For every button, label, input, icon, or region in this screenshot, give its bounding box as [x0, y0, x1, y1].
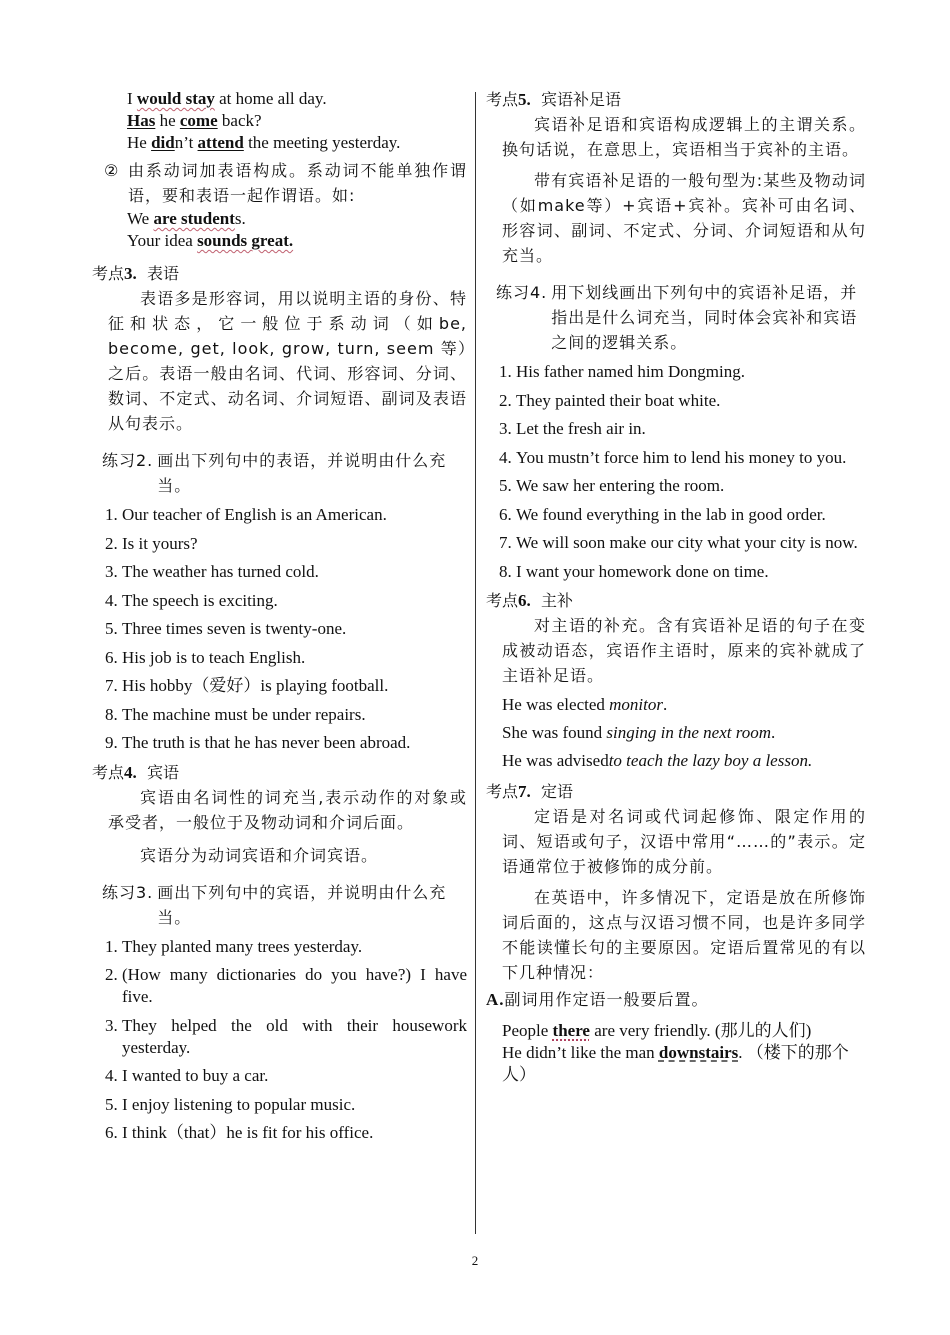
list-item: 6. I think（that）he is fit for his office. [122, 1122, 467, 1144]
kaodian-4-text-2: 宾语分为动词宾语和介词宾语。 [140, 845, 379, 865]
right-column [486, 88, 866, 1086]
list-item: 5. I enjoy listening to popular music. [122, 1094, 467, 1116]
kaodian-4-text: 宾语由名词性的词充当,表示动作的对象或承受者，一般位于及物动词和介词后面。 [108, 787, 467, 832]
heading-kaodian-4: 考点4. 宾语 [92, 762, 179, 782]
example-line: He was elected monitor. [502, 695, 668, 714]
kaodian-3-text: 表语多是形容词，用以说明主语的身份、特征和状态，它一般位于系动词（如be, become, get, look, grow, turn, seem 等）之后。表语一般由名词、代词、形容词、分词、数词、不定式、动名词、介词短语、副词及表语从句表示。 [108, 289, 467, 433]
list-item: 4. The speech is exciting. [122, 590, 467, 612]
page-number: 2 [471, 1253, 479, 1268]
kaodian-7-text-2: 在英语中，许多情况下，定语是放在所修饰词后面的，这点与汉语习惯不同，也是许多同学不能读懂长句的主要原因。定语后置常见的有以下几种情况： [502, 888, 866, 982]
list-item: 3. Let the fresh air in. [516, 418, 866, 440]
example-line: We are students. [127, 209, 246, 228]
point-2 [92, 158, 467, 208]
kaodian-6-text: 对主语的补充。含有宾语补足语的句子在变成被动语态，宾语作主语时，原来的宾补就成了主语补足语。 [502, 616, 866, 685]
example-line: He was advisedto teach the lazy boy a lesson. [502, 751, 813, 770]
examples-2 [92, 208, 467, 252]
kaodian-7-text: 定语是对名词或代词起修饰、限定作用的词、短语或句子，汉语中常用“……的”表示。定语通常位于被修饰的成分前。 [502, 807, 866, 876]
heading-kaodian-7: 考点7. 定语 [486, 782, 573, 801]
list-item: 5. Three times seven is twenty-one. [122, 618, 467, 640]
list-item: 3. The weather has turned cold. [122, 561, 467, 583]
example-line: She was found singing in the next room. [502, 723, 776, 742]
point-number: ② [104, 161, 120, 180]
exercise-4-heading: 练习4. 用下划线画出下列句中的宾语补足语，并指出是什么词充当，同时体会宾补和宾语之间的逻辑关系。 [496, 283, 858, 352]
list-item: 5. We saw her entering the room. [516, 475, 866, 497]
list-item: 4. I wanted to buy a car. [122, 1065, 467, 1087]
example-line: I would stay at home all day. [127, 89, 327, 108]
kaodian-5-text-2: 带有宾语补足语的一般句型为:某些及物动词（如make等）+宾语+宾补。宾补可由名词、形容词、副词、不定式、分词、介词短语和从句充当。 [502, 171, 866, 265]
kaodian-7-examples [486, 1020, 866, 1086]
list-item: 7. We will soon make our city what your city is now. [516, 532, 866, 554]
column-divider [475, 92, 476, 1234]
example-line: People there are very friendly. (那儿的人们) [502, 1021, 812, 1040]
point-text: 由系动词加表语构成。系动词不能单独作谓语，要和表语一起作谓语。如: [128, 161, 467, 205]
list-item: 1. Our teacher of English is an American. [122, 504, 467, 526]
list-item: 2. They painted their boat white. [516, 390, 866, 412]
examples-top [92, 88, 467, 154]
example-line: Has he come back? [127, 111, 262, 130]
list-item: 3. They helped the old with their housework yesterday. [122, 1015, 467, 1059]
exercise-2-heading: 练习2. 画出下列句中的表语，并说明由什么充当。 [102, 451, 447, 495]
list-item: 8. I want your homework done on time. [516, 561, 866, 583]
list-item: 6. His job is to teach English. [122, 647, 467, 669]
list-item: 9. The truth is that he has never been abroad. [122, 732, 467, 754]
example-line: Your idea sounds great. [127, 231, 294, 250]
kaodian-6-examples [486, 694, 866, 772]
kaodian-7-point-a: A.副词用作定语一般要后置。 [486, 990, 709, 1009]
exercise-2-list [92, 504, 467, 754]
example-line: He didn’t attend the meeting yesterday. [127, 133, 401, 152]
heading-kaodian-6: 考点6. 主补 [486, 591, 573, 610]
list-item: 6. We found everything in the lab in good order. [516, 504, 866, 526]
list-item: 7. His hobby（爱好）is playing football. [122, 675, 467, 697]
list-item: 1. His father named him Dongming. [516, 361, 866, 383]
list-item: 2. Is it yours? [122, 533, 467, 555]
left-column [92, 88, 467, 1151]
list-item: 8. The machine must be under repairs. [122, 704, 467, 726]
exercise-3-heading: 练习3. 画出下列句中的宾语，并说明由什么充当。 [102, 882, 447, 927]
list-item: 4. You mustn’t force him to lend his money to you. [516, 447, 866, 469]
exercise-4-list [486, 361, 866, 583]
heading-kaodian-3: 考点3. 表语 [92, 264, 179, 283]
kaodian-5-text: 宾语补足语和宾语构成逻辑上的主谓关系。换句话说，在意思上，宾语相当于宾补的主语。 [502, 115, 866, 159]
list-item: 2. (How many dictionaries do you have?) I have five. [122, 964, 467, 1008]
example-line: He didn’t like the man downstairs. （楼下的那个人） [502, 1043, 849, 1084]
exercise-3-list [92, 936, 467, 1145]
heading-kaodian-5: 考点5. 宾语补足语 [486, 90, 621, 109]
list-item: 1. They planted many trees yesterday. [122, 936, 467, 958]
